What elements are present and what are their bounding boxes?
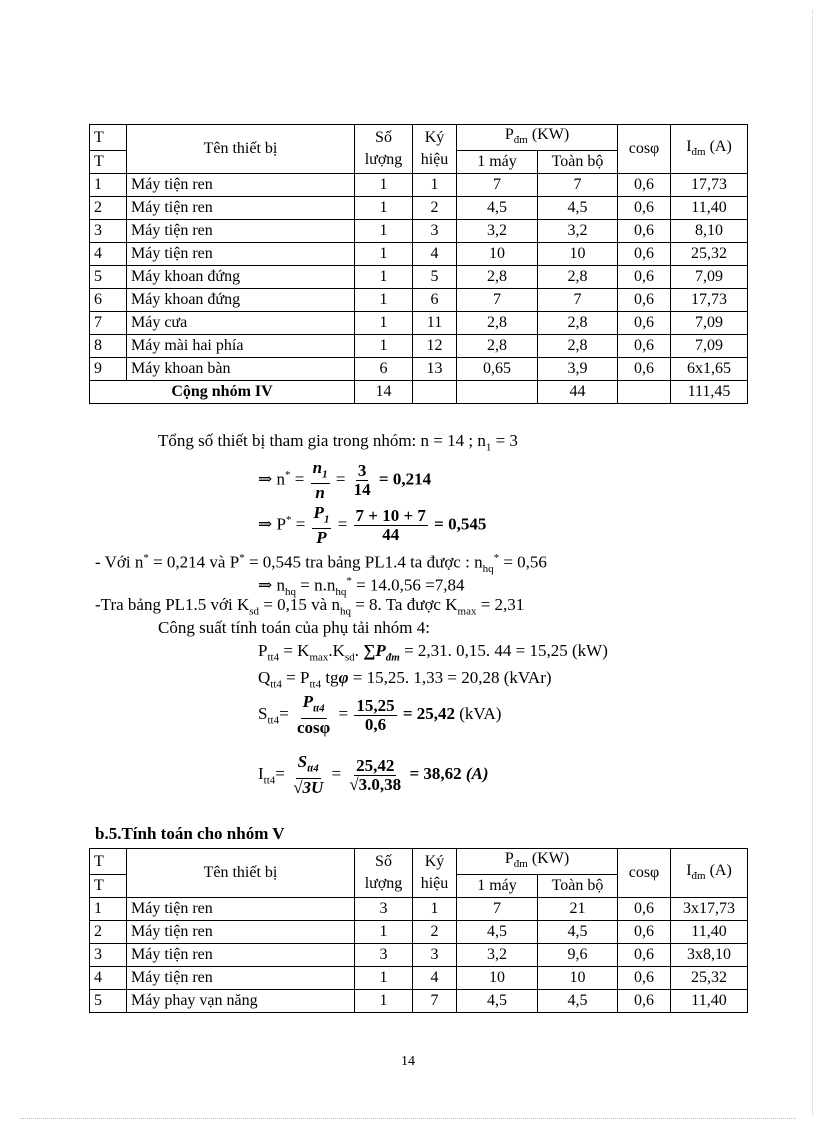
- cell-stt: 2: [90, 921, 127, 944]
- cell-stt: 3: [90, 944, 127, 967]
- i-eq2: =: [331, 764, 346, 783]
- calc-l5-star: *: [346, 575, 352, 587]
- calc-l1: Tổng số thiết bị tham gia trong nhóm: n = 14 ; n: [158, 431, 486, 450]
- calc-l1-end: = 3: [491, 431, 518, 450]
- header-current: [671, 125, 748, 174]
- header-name: Tên thiết bị: [127, 849, 355, 898]
- cell-sym: 5: [413, 266, 457, 289]
- cell-i: 17,73: [671, 174, 748, 197]
- cell-name: Máy tiện ren: [127, 197, 355, 220]
- cell-i: 8,10: [671, 220, 748, 243]
- s-num2: 15,25: [356, 695, 395, 715]
- calc-l5-end: = 14.0,56 =7,84: [351, 575, 465, 595]
- cell-name: Máy mài hai phía: [127, 335, 355, 358]
- cell-sym: 11: [413, 312, 457, 335]
- cell-sym: 4: [413, 243, 457, 266]
- cell-name: Máy tiện ren: [127, 898, 355, 921]
- header-qty: [355, 849, 413, 898]
- cell-name: Máy cưa: [127, 312, 355, 335]
- cell-sym: 7: [413, 990, 457, 1013]
- i-num1: S: [297, 752, 308, 772]
- cell-pall: 4,5: [538, 921, 618, 944]
- cell-p1: 3,2: [457, 944, 538, 967]
- cell-cos: 0,6: [618, 174, 671, 197]
- cell-i: 11,40: [671, 921, 748, 944]
- header-qty-b: lượng: [364, 875, 403, 893]
- calc-l1-sub: 1: [485, 441, 492, 454]
- calc-l6-sub3: max: [457, 605, 477, 618]
- cell-cos: 0,6: [618, 220, 671, 243]
- cell-name: Máy tiện ren: [127, 967, 355, 990]
- header-sym-b: hiệu: [420, 151, 449, 169]
- cell-stt: 5: [90, 266, 127, 289]
- p1-num: P: [313, 503, 324, 523]
- nstar-frac-numeric: [352, 462, 373, 499]
- calc-l8-b: = K: [279, 641, 310, 660]
- cell-stt: 2: [90, 197, 127, 220]
- total-current: 111,45: [671, 381, 748, 404]
- cell-qty: 1: [355, 967, 413, 990]
- cell-qty: 1: [355, 312, 413, 335]
- cell-p1: 4,5: [457, 921, 538, 944]
- cell-cos: 0,6: [618, 312, 671, 335]
- cell-sym: 2: [413, 921, 457, 944]
- cell-cos: 0,6: [618, 197, 671, 220]
- table-row: [90, 358, 748, 381]
- i-frac-numeric: [347, 757, 403, 794]
- calc-l8-sub3: sd: [344, 651, 355, 664]
- table-row: [90, 243, 748, 266]
- i-den2: √3.0,38: [349, 774, 402, 794]
- n1-sub: 1: [322, 468, 328, 481]
- cell-qty: 6: [355, 358, 413, 381]
- ptt4-formula: [258, 640, 608, 668]
- cell-p1: 10: [457, 967, 538, 990]
- cell-name: Máy khoan đứng: [127, 289, 355, 312]
- calc-l8: P: [258, 641, 268, 660]
- header-stt-a: T: [90, 849, 127, 875]
- header-stt-b: T: [90, 875, 127, 898]
- i-den1: √3U: [293, 777, 324, 797]
- cell-cos: 0,6: [618, 990, 671, 1013]
- table-row: [90, 335, 748, 358]
- header-p-all: Toàn bộ: [538, 151, 618, 174]
- total-p1: [457, 381, 538, 404]
- calc-l6-sub: sd: [249, 605, 260, 618]
- cell-pall: 21: [538, 898, 618, 921]
- cell-i: 17,73: [671, 289, 748, 312]
- cell-stt: 7: [90, 312, 127, 335]
- cell-cos: 0,6: [618, 944, 671, 967]
- header-p-sub: đm: [513, 134, 528, 147]
- header-p-label: P: [504, 126, 514, 143]
- cell-stt: 3: [90, 220, 127, 243]
- s-den1: [295, 719, 332, 737]
- total-qty: 14: [355, 381, 413, 404]
- calc-l6-c: = 8. Ta được K: [350, 595, 458, 614]
- header-p-label: P: [504, 850, 514, 867]
- i-frac-symbolic: [291, 753, 325, 796]
- calc-l8-sub: tt4: [267, 651, 280, 664]
- calc-l9-b: = P: [281, 668, 310, 687]
- cell-qty: 1: [355, 197, 413, 220]
- pstar-prefix: ⇒ P: [258, 514, 286, 534]
- table-row: [90, 266, 748, 289]
- calc-l8-d: .: [354, 641, 364, 660]
- page-number: 14: [401, 1054, 415, 1069]
- header-i-unit: (A): [705, 137, 732, 155]
- s-eq: =: [279, 704, 293, 723]
- cell-qty: 3: [355, 898, 413, 921]
- group5-body: [90, 849, 748, 1013]
- table-row: [90, 944, 748, 967]
- cell-qty: 1: [355, 220, 413, 243]
- i-sub: tt4: [263, 774, 276, 787]
- cell-i: 3x8,10: [671, 944, 748, 967]
- header-sym-b: hiệu: [420, 875, 449, 893]
- cell-i: 7,09: [671, 335, 748, 358]
- calc-l8-sum-sub: đm: [385, 651, 400, 664]
- n-den: 14: [353, 480, 371, 500]
- nstar-eq2: =: [335, 469, 350, 489]
- table-header-row: [90, 849, 748, 875]
- header-current: [671, 849, 748, 898]
- cell-qty: 1: [355, 921, 413, 944]
- cell-qty: 1: [355, 990, 413, 1013]
- header-p-one: 1 máy: [457, 151, 538, 174]
- total-label: Cộng nhóm IV: [90, 381, 355, 404]
- calc-l8-c: .K: [328, 641, 345, 660]
- calc-l4: - Với n: [95, 552, 144, 572]
- s-result: = 25,42: [402, 704, 455, 723]
- calc-l4-sub: hq: [482, 563, 494, 576]
- cell-name: Máy tiện ren: [127, 921, 355, 944]
- calc-l4-c: = 0,545 tra bảng PL1.4 ta được : n: [244, 552, 483, 572]
- header-i-unit: (A): [705, 861, 732, 879]
- nstar-formula: [258, 455, 431, 502]
- cell-pall: 3,2: [538, 220, 618, 243]
- cell-p1: 7: [457, 174, 538, 197]
- p1-sub: 1: [323, 513, 330, 526]
- cell-pall: 3,9: [538, 358, 618, 381]
- pstar-eq2: =: [337, 514, 352, 534]
- header-p-all: Toàn bộ: [538, 875, 618, 898]
- calc-l5-sub: hq: [285, 586, 296, 599]
- group5-table: [89, 848, 748, 1013]
- cell-p1: 4,5: [457, 197, 538, 220]
- s-num1-sub: tt4: [312, 702, 325, 715]
- header-p-unit: (KW): [527, 126, 570, 143]
- i-eq: =: [275, 764, 290, 783]
- calc-l9-end: = 15,25. 1,33 = 20,28 (kVAr): [348, 668, 552, 687]
- cell-cos: 0,6: [618, 967, 671, 990]
- nstar-eq: =: [290, 469, 309, 489]
- cell-i: 7,09: [671, 312, 748, 335]
- calc-l5-b: = n.n: [296, 575, 336, 595]
- cell-name: Máy tiện ren: [127, 174, 355, 197]
- calc-l4-star: *: [143, 552, 149, 564]
- cell-sym: 2: [413, 197, 457, 220]
- nstar-result: = 0,214: [378, 469, 432, 489]
- calc-l8-end: = 2,31. 0,15. 44 = 15,25 (kW): [399, 641, 608, 660]
- header-cos: cosφ: [618, 125, 671, 174]
- cell-qty: 1: [355, 243, 413, 266]
- header-qty: [355, 125, 413, 174]
- cell-pall: 2,8: [538, 335, 618, 358]
- header-p-one: 1 máy: [457, 875, 538, 898]
- cell-cos: 0,6: [618, 289, 671, 312]
- cell-stt: 4: [90, 243, 127, 266]
- cell-i: 7,09: [671, 266, 748, 289]
- calc-l5: ⇒ n: [258, 575, 285, 595]
- total-cos: [618, 381, 671, 404]
- cell-p1: 7: [457, 898, 538, 921]
- cell-sym: 12: [413, 335, 457, 358]
- header-i-sub: đm: [691, 869, 706, 882]
- calc-l9-phi: φ: [338, 668, 349, 687]
- cell-sym: 3: [413, 944, 457, 967]
- calc-l8-sum: ∑P: [363, 641, 386, 660]
- itt4-formula: [258, 752, 489, 802]
- cell-name: Máy tiện ren: [127, 220, 355, 243]
- cell-i: 11,40: [671, 197, 748, 220]
- pstar-frac-symbolic: [312, 504, 332, 547]
- cell-pall: 4,5: [538, 990, 618, 1013]
- table-row: [90, 289, 748, 312]
- cell-sym: 6: [413, 289, 457, 312]
- header-qty-b: lượng: [364, 151, 403, 169]
- cell-name: Máy khoan bàn: [127, 358, 355, 381]
- header-qty-a: Số: [375, 853, 392, 871]
- s-num1: P: [302, 692, 313, 712]
- header-name: Tên thiết bị: [127, 125, 355, 174]
- cell-stt: 1: [90, 174, 127, 197]
- s-den1-text: cosφ: [296, 717, 331, 737]
- cell-pall: 9,6: [538, 944, 618, 967]
- table-row: [90, 921, 748, 944]
- header-p-unit: (KW): [527, 850, 570, 867]
- table-row: [90, 990, 748, 1013]
- cell-qty: 3: [355, 944, 413, 967]
- i-label: I: [258, 764, 264, 783]
- calc-l4-star2: *: [239, 552, 245, 564]
- calc-l5-sub2: hq: [335, 586, 347, 599]
- cell-name: Máy khoan đứng: [127, 266, 355, 289]
- s-sub: tt4: [267, 714, 280, 727]
- cell-p1: 2,8: [457, 312, 538, 335]
- nstar-star: *: [285, 469, 291, 481]
- cell-p1: 0,65: [457, 358, 538, 381]
- pstar-eq: =: [291, 514, 310, 534]
- calc-l4-end: = 0,56: [499, 552, 547, 572]
- table-row: [90, 197, 748, 220]
- i-num2: 25,42: [356, 755, 395, 775]
- cell-qty: 1: [355, 174, 413, 197]
- cell-pall: 2,8: [538, 266, 618, 289]
- cell-i: 25,32: [671, 243, 748, 266]
- table-total-row: [90, 381, 748, 404]
- cell-stt: 9: [90, 358, 127, 381]
- table-header-row: [90, 125, 748, 151]
- total-sym: [413, 381, 457, 404]
- header-sym: [413, 849, 457, 898]
- calc-line-7: Công suất tính toán của phụ tải nhóm 4:: [158, 618, 430, 637]
- table-row: [90, 967, 748, 990]
- s-eq2: =: [338, 704, 353, 723]
- table-row: [90, 312, 748, 335]
- header-p-sub: đm: [513, 858, 528, 871]
- s-frac-numeric: [354, 697, 396, 734]
- cell-p1: 2,8: [457, 335, 538, 358]
- cell-i: 6x1,65: [671, 358, 748, 381]
- i-num1-sub: tt4: [307, 762, 319, 775]
- cell-cos: 0,6: [618, 243, 671, 266]
- cell-pall: 7: [538, 289, 618, 312]
- n-num: 3: [357, 461, 367, 481]
- header-stt-b: T: [90, 151, 127, 174]
- group4-table: [89, 124, 748, 404]
- cell-i: 25,32: [671, 967, 748, 990]
- calc-l8-sub2: max: [309, 651, 329, 664]
- cell-i: 3x17,73: [671, 898, 748, 921]
- calc-l9-sub2: tt4: [309, 678, 322, 691]
- cell-p1: 7: [457, 289, 538, 312]
- section-heading-group5: b.5.Tính toán cho nhóm V: [95, 824, 285, 843]
- cell-pall: 10: [538, 967, 618, 990]
- cell-qty: 1: [355, 289, 413, 312]
- cell-sym: 1: [413, 898, 457, 921]
- cell-cos: 0,6: [618, 266, 671, 289]
- cell-sym: 3: [413, 220, 457, 243]
- header-cos: cosφ: [618, 849, 671, 898]
- s-den2: 0,6: [364, 714, 387, 734]
- calc-l9-sub: tt4: [270, 678, 282, 691]
- header-sym-a: Ký: [424, 853, 445, 871]
- i-result: = 38,62: [409, 764, 462, 783]
- calc-l9: Q: [258, 668, 271, 687]
- s-unit: (kVA): [455, 704, 502, 723]
- cell-i: 11,40: [671, 990, 748, 1013]
- s-frac-symbolic: [295, 693, 332, 736]
- header-sym: [413, 125, 457, 174]
- cell-sym: 1: [413, 174, 457, 197]
- cell-cos: 0,6: [618, 335, 671, 358]
- cell-cos: 0,6: [618, 898, 671, 921]
- cell-name: Máy tiện ren: [127, 944, 355, 967]
- cell-pall: 7: [538, 174, 618, 197]
- pstar-result: = 0,545: [434, 514, 487, 534]
- group4-body: [90, 125, 748, 404]
- p1-den: P: [316, 528, 327, 548]
- cell-name: Máy phay vạn năng: [127, 990, 355, 1013]
- cell-name: Máy tiện ren: [127, 243, 355, 266]
- cell-p1: 2,8: [457, 266, 538, 289]
- pstar-frac-numeric: [354, 507, 428, 544]
- cell-pall: 4,5: [538, 197, 618, 220]
- cell-p1: 4,5: [457, 990, 538, 1013]
- stt4-formula: [258, 692, 501, 742]
- table-row: [90, 220, 748, 243]
- calc-l6-sub2: hq: [339, 605, 351, 618]
- header-qty-a: Số: [375, 129, 392, 147]
- cell-qty: 1: [355, 266, 413, 289]
- cell-stt: 6: [90, 289, 127, 312]
- header-power: [457, 125, 618, 151]
- calc-l6: -Tra bảng PL1.5 với K: [95, 595, 250, 614]
- cell-pall: 10: [538, 243, 618, 266]
- header-power: [457, 849, 618, 875]
- header-i-label: I: [686, 137, 692, 155]
- nstar-frac-symbolic: [311, 459, 330, 502]
- table-row: [90, 898, 748, 921]
- p-num: 7 + 10 + 7: [355, 506, 426, 526]
- page-edge-dotted-line: [20, 1118, 796, 1119]
- calc-l4-star3: *: [493, 552, 500, 564]
- table-row: [90, 174, 748, 197]
- calc-l4-b: = 0,214 và P: [148, 552, 240, 572]
- cell-stt: 5: [90, 990, 127, 1013]
- calc-l9-c: tg: [321, 668, 339, 687]
- header-i-label: I: [686, 861, 692, 879]
- cell-pall: 2,8: [538, 312, 618, 335]
- i-unit: (A): [465, 764, 489, 783]
- nstar-prefix: ⇒ n: [258, 469, 285, 489]
- cell-p1: 3,2: [457, 220, 538, 243]
- total-pall: 44: [538, 381, 618, 404]
- page-edge-dotted-line-right: [812, 10, 813, 1115]
- header-i-sub: đm: [691, 145, 706, 158]
- cell-qty: 1: [355, 335, 413, 358]
- cell-stt: 1: [90, 898, 127, 921]
- cell-p1: 10: [457, 243, 538, 266]
- cell-stt: 4: [90, 967, 127, 990]
- cell-sym: 13: [413, 358, 457, 381]
- pstar-star: *: [285, 514, 292, 526]
- pstar-formula: [258, 500, 486, 547]
- header-stt-a: T: [90, 125, 127, 151]
- calc-l6-end: = 2,31: [476, 595, 525, 614]
- cell-cos: 0,6: [618, 358, 671, 381]
- cell-sym: 4: [413, 967, 457, 990]
- header-sym-a: Ký: [424, 129, 445, 147]
- p-den: 44: [382, 525, 400, 545]
- n1-num: n: [312, 458, 323, 478]
- cell-cos: 0,6: [618, 921, 671, 944]
- cell-stt: 8: [90, 335, 127, 358]
- n1-den: n: [315, 483, 325, 503]
- s-label: S: [258, 704, 268, 723]
- calc-l6-b: = 0,15 và n: [259, 595, 340, 614]
